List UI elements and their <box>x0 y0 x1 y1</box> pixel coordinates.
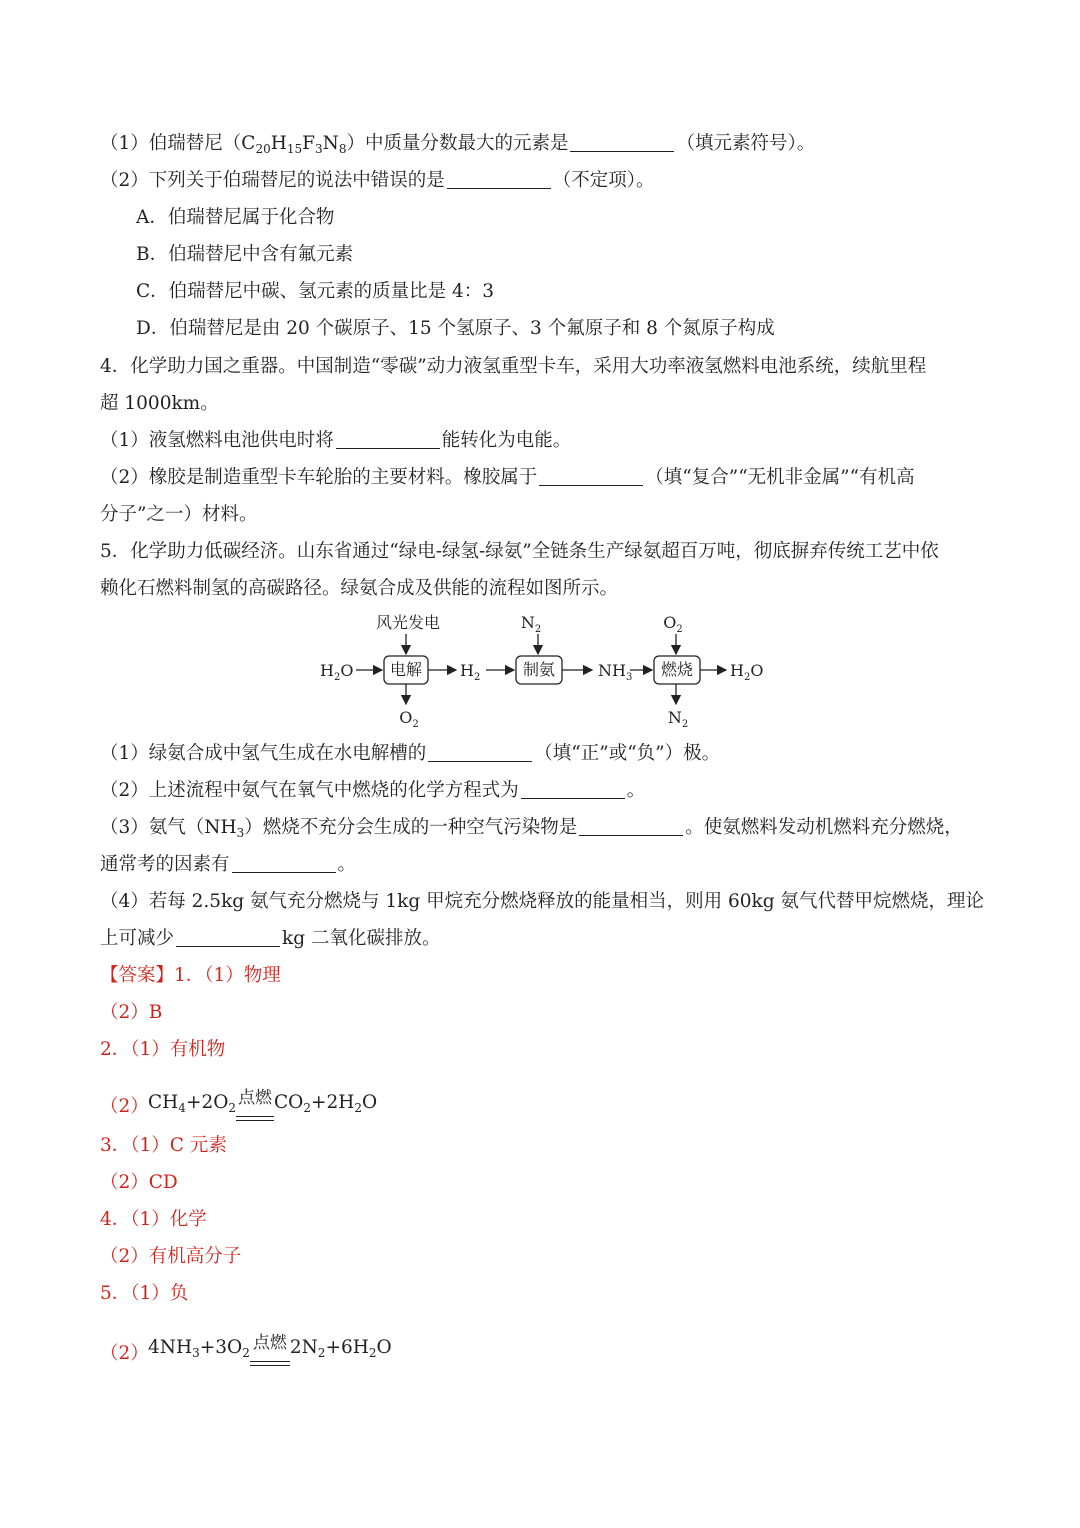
option-c: C．伯瑞替尼中碳、氢元素的质量比是 4：3 <box>136 281 495 302</box>
option-b: B．伯瑞替尼中含有氟元素 <box>136 244 354 265</box>
electrolysis-label: 电解 <box>389 660 423 679</box>
answer-2-1: 2．（1）有机物 <box>100 1039 226 1060</box>
answer-blank[interactable] <box>539 467 643 486</box>
q5-p3-text: 。使氨燃料发动机燃料充分燃烧， <box>685 817 963 838</box>
q4-part1 <box>100 429 571 453</box>
q4-intro-line1: 4．化学助力国之重器。中国制造“零碳”动力液氢重型卡车，采用大功率液氢燃料电池系统，续航里程 <box>100 356 927 377</box>
answer-label: （2） <box>100 1096 149 1117</box>
ammonia-synthesis-label: 制氨 <box>522 660 556 679</box>
answer-blank[interactable] <box>570 133 674 152</box>
q5-p2-text: （2）上述流程中氨气在氧气中燃烧的化学方程式为 <box>100 780 519 801</box>
q5-part2 <box>100 779 645 803</box>
answer-3-2: （2）CD <box>100 1172 178 1193</box>
subscript: 15 <box>286 142 303 156</box>
q5-part4: （4）若每 2.5kg 氨气充分燃烧与 1kg 甲烷充分燃烧释放的能量相当，则用 60kg 氨气代替甲烷燃烧，理论 <box>100 891 984 912</box>
q5-p2-text: 。 <box>626 780 646 801</box>
q3-p1-text: H <box>270 133 287 154</box>
answer-blank[interactable] <box>176 928 280 947</box>
equation-ammonia: $4NH_3+3O_2$ 点燃 $2N_2+6H_2O$ <box>148 1336 392 1360</box>
wind-solar-label: 风光发电 <box>375 613 441 632</box>
answer-blank[interactable] <box>232 854 336 873</box>
h2-label: $H_2$ <box>460 661 481 683</box>
q3-p2-text: （不定项）。 <box>552 170 655 191</box>
q5-p3-text: 通常考的因素有 <box>100 854 230 875</box>
answer-blank[interactable] <box>447 170 551 189</box>
q3-p1-text: ）中质量分数最大的元素是 <box>346 133 569 154</box>
q3-p1-text: N <box>322 133 339 154</box>
water-output-label: $H_2O$ <box>730 661 764 683</box>
answer-3-1: 3．（1）C 元素 <box>100 1135 227 1156</box>
answer-4-1: 4．（1）化学 <box>100 1209 207 1230</box>
q5-intro-line2: 赖化石燃料制氢的高碳路径。绿氨合成及供能的流程如图所示。 <box>100 578 619 599</box>
q4-p1-text: （1）液氢燃料电池供电时将 <box>100 430 334 451</box>
q5-part4-cont <box>100 927 440 951</box>
condition-ignite: 点燃 <box>252 1333 287 1353</box>
subscript: 3 <box>236 826 245 840</box>
answer-2-2 <box>100 1088 378 1119</box>
ammonia-flow-diagram <box>310 606 770 734</box>
q5-part3-cont <box>100 853 356 877</box>
nh3-label: $NH_3$ <box>598 661 633 683</box>
q4-p2-text: （2）橡胶是制造重型卡车轮胎的主要材料。橡胶属于 <box>100 467 538 488</box>
q4-p1-text: 能转化为电能。 <box>441 430 572 451</box>
q5-p1-text: （填“正”或“负”）极。 <box>534 743 721 764</box>
q5-intro-line1: 5．化学助力低碳经济。山东省通过“绿电-绿氢-绿氨”全链条生产绿氨超百万吨，彻底摒弃传统工艺中依 <box>100 541 939 562</box>
n2-output-label: $N_2$ <box>667 708 689 730</box>
o2-output-label: $O_2$ <box>399 708 419 730</box>
q4-part2 <box>100 466 915 490</box>
q3-p1-text: （填元素符号）。 <box>676 133 816 154</box>
q5-part1 <box>100 742 720 766</box>
condition-ignite: 点燃 <box>238 1088 273 1108</box>
q4-part2-cont: 分子”之一）材料。 <box>100 504 258 525</box>
q4-intro-line2: 超 1000km。 <box>100 393 219 414</box>
option-d: D．伯瑞替尼是由 20 个碳原子、15 个氢原子、3 个氟原子和 8 个氮原子构成 <box>136 318 775 339</box>
q3-p2-text: （2）下列关于伯瑞替尼的说法中错误的是 <box>100 170 445 191</box>
answer-blank[interactable] <box>428 743 532 762</box>
q5-part3 <box>100 816 963 840</box>
q3-part1 <box>100 132 815 156</box>
q3-part2 <box>100 169 655 193</box>
combustion-label: 燃烧 <box>660 660 694 679</box>
o2-input-label: $O_2$ <box>663 613 683 635</box>
q5-p4-text: 上可减少 <box>100 928 175 949</box>
answer-4-2: （2）有机高分子 <box>100 1246 242 1267</box>
equation-methane: $CH_4+2O_2$ 点燃 $CO_2+2H_2O$ <box>148 1091 377 1115</box>
q5-p4-text: kg 二氧化碳排放。 <box>282 928 441 949</box>
answer-5-1: 5．（1）负 <box>100 1283 189 1304</box>
answer-blank[interactable] <box>579 817 683 836</box>
subscript: 20 <box>255 142 271 156</box>
q4-p2-text: （填“复合”“无机非金属”“有机高 <box>645 467 915 488</box>
answer-blank[interactable] <box>336 430 440 449</box>
answer-heading: 【答案】1．（1）物理 <box>100 965 281 986</box>
answer-5-2 <box>100 1333 392 1366</box>
q3-p1-text: F <box>302 133 315 154</box>
q3-p1-text: （1）伯瑞替尼（C <box>100 133 256 154</box>
subscript: 8 <box>338 142 347 156</box>
option-a: A．伯瑞替尼属于化合物 <box>136 207 335 228</box>
answer-label: （2） <box>100 1343 149 1364</box>
subscript: 3 <box>314 142 323 156</box>
q5-p3-text: 。 <box>337 854 357 875</box>
n2-input-label: $N_2$ <box>520 613 542 635</box>
answer-blank[interactable] <box>521 780 625 799</box>
q5-p1-text: （1）绿氨合成中氢气生成在水电解槽的 <box>100 743 427 764</box>
q5-p3-text: ）燃烧不充分会生成的一种空气污染物是 <box>244 817 578 838</box>
answer-1-2: （2）B <box>100 1002 163 1023</box>
q5-p3-text: （3）氨气（NH <box>100 817 237 838</box>
water-input-label: $H_2O$ <box>320 661 354 683</box>
